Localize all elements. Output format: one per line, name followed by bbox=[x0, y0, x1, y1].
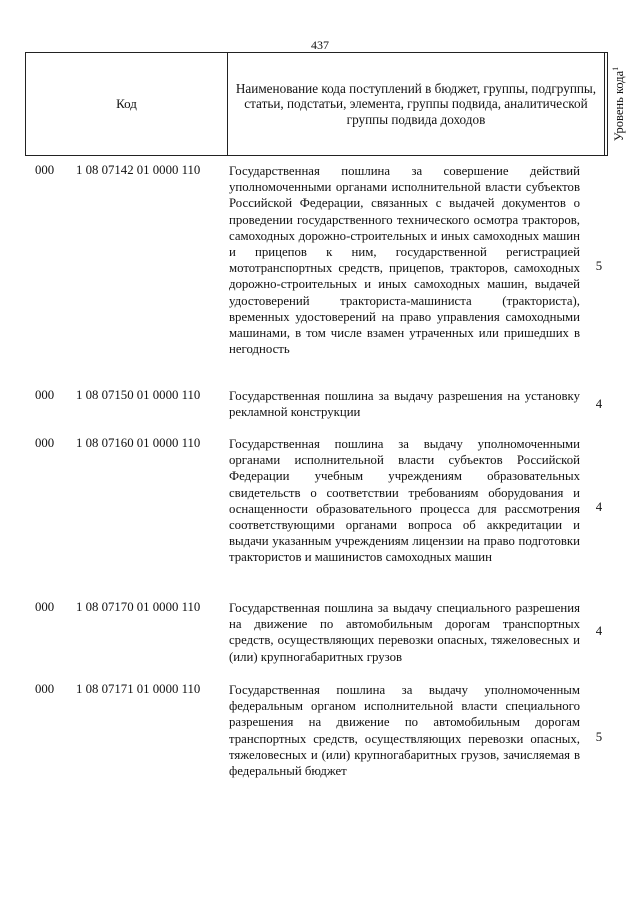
table-row bbox=[25, 600, 608, 666]
table-row bbox=[25, 682, 608, 798]
row-level: 5 bbox=[595, 730, 603, 744]
header-name-cell bbox=[228, 53, 605, 155]
row-name: Государственная пошлина за выдачу специального разрешения на движение по автомобильным дорогам транспортных средств, осуществляющих перевозки опасных, тяжеловесных и (или) крупногабаритных грузов bbox=[229, 601, 580, 664]
table-row bbox=[25, 388, 608, 424]
row-revenue-code: 1 08 07150 01 0000 110 bbox=[76, 388, 201, 402]
row-name: Государственная пошлина за выдачу уполномоченными органами исполнительной власти субъектов Российской Федерации учебным учреждениям образовательных свидетельств о соответствии требованиям оборудования и оснащенности образовательного процесса для рассмотрения соответствующими органами вопроса об аккредитации и выдачи указанным учреждениям лицензии на право подготовки трактористов и машинистов самоходных машин bbox=[229, 437, 580, 565]
row-name: Государственная пошлина за совершение действий уполномоченными органами исполнительной власти субъектов Российской Федерации, связанных с выдачей документов о проведении государственного технического осмотра тракторов, самоходных дорожно-строительных и иных самоходных машин и прицепов к ним, государственной регистрацией мототранспортных средств, прицепов, тракторов, самоходных дорожно-строительных и иных самоходных машин, выдачей удостоверений тракториста-машиниста (тракториста), временных удостоверений на право управления самоходными машинами, в том числе взамен утраченных или пришедших в негодность bbox=[229, 164, 580, 357]
row-name: Государственная пошлина за выдачу уполномоченным федеральным органом исполнительной власти специального разрешения на движение по автомобильным дорогам транспортных средств, осуществляющих перевозки опасных, тяжеловесных и (или) крупногабаритных грузов, зачисляемая в федеральный бюджет bbox=[229, 683, 580, 779]
row-group-code: 000 bbox=[35, 682, 55, 696]
row-group-code: 000 bbox=[35, 436, 55, 450]
header-name-label: Наименование кода поступлений в бюджет, группы, подгруппы, статьи, подстатьи, элемента, группы подвида, аналитической группы подвида доходов bbox=[235, 80, 597, 127]
page-number: 437 bbox=[311, 38, 329, 52]
row-group-code: 000 bbox=[35, 600, 55, 614]
table-header bbox=[25, 52, 627, 156]
row-revenue-code: 1 08 07170 01 0000 110 bbox=[76, 600, 201, 614]
row-level: 4 bbox=[595, 624, 603, 638]
header-level-footnote: 1 bbox=[610, 66, 620, 71]
header-level-cell bbox=[605, 53, 634, 155]
row-group-code: 000 bbox=[35, 388, 55, 402]
row-level: 5 bbox=[595, 259, 603, 273]
header-level-label-wrap bbox=[611, 54, 627, 154]
row-group-code: 000 bbox=[35, 163, 55, 177]
header-level-label: Уровень кода bbox=[612, 70, 627, 142]
table-row bbox=[25, 436, 608, 586]
row-revenue-code: 1 08 07142 01 0000 110 bbox=[76, 163, 201, 177]
row-revenue-code: 1 08 07171 01 0000 110 bbox=[76, 682, 201, 696]
row-name: Государственная пошлина за выдачу разрешения на установку рекламной конструкции bbox=[229, 389, 580, 420]
row-revenue-code: 1 08 07160 01 0000 110 bbox=[76, 436, 201, 450]
table-row bbox=[25, 163, 608, 375]
header-code-cell bbox=[26, 53, 228, 155]
row-level: 4 bbox=[595, 397, 603, 411]
row-level: 4 bbox=[595, 500, 603, 514]
header-code-label: Код bbox=[116, 96, 137, 111]
